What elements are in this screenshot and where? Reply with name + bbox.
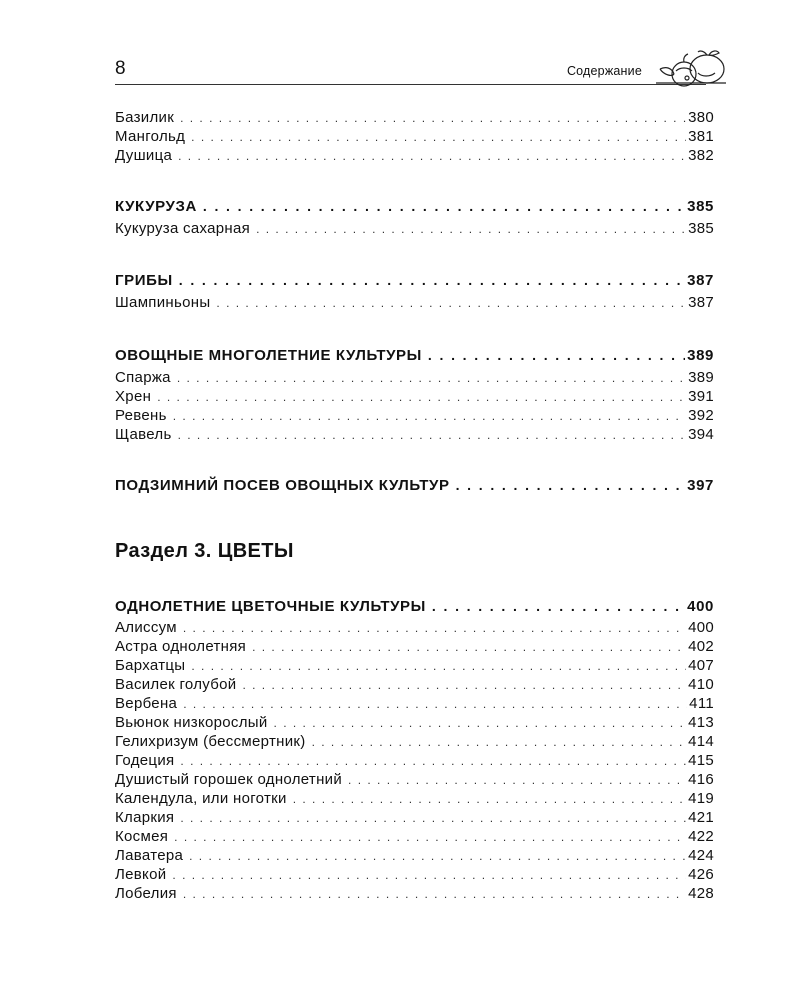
- section-title: Раздел 3. ЦВЕТЫ: [115, 540, 294, 562]
- toc-chapter-page: 400: [687, 598, 714, 615]
- toc-chapter-page: 397: [687, 477, 714, 494]
- toc-item: [115, 770, 714, 789]
- toc-item-page: 428: [688, 885, 714, 902]
- toc-item-title: Кукуруза сахарная: [115, 220, 251, 237]
- dot-leader: [348, 771, 686, 789]
- toc-item-title: Гелихризум (бессмертник): [115, 733, 306, 750]
- toc-chapter-title: ГРИБЫ: [115, 272, 173, 289]
- toc-item-page: 392: [688, 407, 714, 424]
- toc-item-page: 426: [688, 866, 714, 883]
- toc-item-page: 421: [688, 809, 714, 826]
- toc-item-page: 387: [688, 294, 714, 311]
- toc-chapter-heading: [115, 270, 714, 290]
- dot-leader: [428, 345, 685, 365]
- dot-leader: [432, 596, 685, 616]
- dot-leader: [174, 828, 686, 846]
- toc-item-title: Душица: [115, 147, 173, 164]
- dot-leader: [173, 407, 686, 425]
- dot-leader: [180, 109, 686, 127]
- toc-item: [115, 675, 714, 694]
- toc-item-page: 402: [688, 638, 714, 655]
- toc-item: [115, 846, 714, 865]
- toc-item: [115, 127, 714, 146]
- dot-leader: [183, 885, 686, 903]
- page-number: 8: [115, 58, 126, 79]
- toc-item: [115, 789, 714, 808]
- toc-chapter-heading: [115, 345, 714, 365]
- running-title: Содержание: [566, 64, 642, 78]
- toc-item-title: Вербена: [115, 695, 178, 712]
- header-rule: [115, 84, 706, 85]
- toc-item: [115, 387, 714, 406]
- dot-leader: [252, 638, 686, 656]
- toc-item: [115, 865, 714, 884]
- toc-item-title: Астра однолетняя: [115, 638, 247, 655]
- toc-item: [115, 425, 714, 444]
- toc-block-mushrooms: [115, 270, 714, 312]
- toc-item: [115, 406, 714, 425]
- toc-chapter-page: 389: [687, 347, 714, 364]
- dot-leader: [180, 809, 686, 827]
- toc-chapter-page: 387: [687, 272, 714, 289]
- dot-leader: [178, 147, 686, 165]
- toc-block-corn: [115, 196, 714, 238]
- toc-block-perennials: [115, 345, 714, 444]
- toc-item-page: 422: [688, 828, 714, 845]
- dot-leader: [172, 866, 686, 884]
- toc-item-page: 394: [688, 426, 714, 443]
- dot-leader: [189, 847, 686, 865]
- dot-leader: [179, 270, 685, 290]
- toc-item-title: Кларкия: [115, 809, 175, 826]
- dot-leader: [242, 676, 686, 694]
- toc-item-page: 419: [688, 790, 714, 807]
- toc-item-page: 413: [688, 714, 714, 731]
- toc-item: [115, 637, 714, 656]
- toc-chapter-title: ОДНОЛЕТНИЕ ЦВЕТОЧНЫЕ КУЛЬТУРЫ: [115, 598, 426, 615]
- dot-leader: [180, 752, 686, 770]
- toc-item-title: Базилик: [115, 109, 175, 126]
- dot-leader: [177, 369, 686, 387]
- toc-item-title: Душистый горошек однолетний: [115, 771, 343, 788]
- dot-leader: [178, 426, 686, 444]
- toc-item-title: Космея: [115, 828, 169, 845]
- dot-leader: [191, 128, 686, 146]
- dot-leader: [274, 714, 687, 732]
- toc-chapter-heading: [115, 196, 714, 216]
- dot-leader: [183, 695, 687, 713]
- toc-item-title: Лаватера: [115, 847, 184, 864]
- toc-item: [115, 884, 714, 903]
- toc-block-annual-flowers: [115, 596, 714, 903]
- toc-item-title: Мангольд: [115, 128, 186, 145]
- toc-chapter-page: 385: [687, 198, 714, 215]
- toc-item-title: Василек голубой: [115, 676, 237, 693]
- dot-leader: [191, 657, 686, 675]
- toc-item: [115, 694, 714, 713]
- toc-item-title: Хрен: [115, 388, 152, 405]
- toc-item-title: Щавель: [115, 426, 172, 443]
- toc-item-page: 414: [688, 733, 714, 750]
- toc-item-page: 410: [688, 676, 714, 693]
- toc-item-title: Левкой: [115, 866, 167, 883]
- toc-chapter-heading: [115, 596, 714, 616]
- toc-item-page: 381: [688, 128, 714, 145]
- toc-item-page: 424: [688, 847, 714, 864]
- toc-item-title: Шампиньоны: [115, 294, 211, 311]
- dot-leader: [216, 294, 686, 312]
- toc-item: [115, 368, 714, 387]
- toc-chapter-title: КУКУРУЗА: [115, 198, 197, 215]
- toc-item: [115, 146, 714, 165]
- toc-item-page: 407: [688, 657, 714, 674]
- toc-item: [115, 751, 714, 770]
- toc-item-title: Вьюнок низкорослый: [115, 714, 268, 731]
- toc-item: [115, 219, 714, 238]
- toc-chapter-heading: [115, 475, 714, 495]
- dot-leader: [293, 790, 686, 808]
- toc-item-title: Алиссум: [115, 619, 177, 636]
- toc-item-page: 391: [688, 388, 714, 405]
- toc-item-page: 385: [688, 220, 714, 237]
- dot-leader: [312, 733, 687, 751]
- toc-item-page: 400: [688, 619, 714, 636]
- toc-item-page: 389: [688, 369, 714, 386]
- toc-item-title: Ревень: [115, 407, 167, 424]
- toc-item: [115, 618, 714, 637]
- toc-chapter-title: ОВОЩНЫЕ МНОГОЛЕТНИЕ КУЛЬТУРЫ: [115, 347, 422, 364]
- toc-item-title: Годеция: [115, 752, 175, 769]
- toc-item-page: 415: [688, 752, 714, 769]
- toc-block-winter-sowing: [115, 475, 714, 495]
- toc-item: [115, 808, 714, 827]
- toc-item: [115, 827, 714, 846]
- toc-item-title: Календула, или ноготки: [115, 790, 287, 807]
- dot-leader: [203, 196, 685, 216]
- toc-item-title: Бархатцы: [115, 657, 186, 674]
- toc-item: [115, 713, 714, 732]
- dot-leader: [157, 388, 686, 406]
- toc-item-page: 380: [688, 109, 714, 126]
- vegetables-ornament-icon: [654, 47, 728, 91]
- toc-item-title: Лобелия: [115, 885, 177, 902]
- dot-leader: [256, 220, 686, 238]
- toc-chapter-title: ПОДЗИМНИЙ ПОСЕВ ОВОЩНЫХ КУЛЬТУР: [115, 477, 450, 494]
- dot-leader: [456, 475, 686, 495]
- toc-item: [115, 108, 714, 127]
- toc-item-page: 382: [688, 147, 714, 164]
- toc-item: [115, 656, 714, 675]
- toc-item-page: 416: [688, 771, 714, 788]
- toc-item-title: Спаржа: [115, 369, 171, 386]
- toc-item-page: 411: [689, 695, 714, 712]
- toc-block-greens: [115, 108, 714, 165]
- toc-item: [115, 732, 714, 751]
- dot-leader: [183, 619, 686, 637]
- toc-item: [115, 293, 714, 312]
